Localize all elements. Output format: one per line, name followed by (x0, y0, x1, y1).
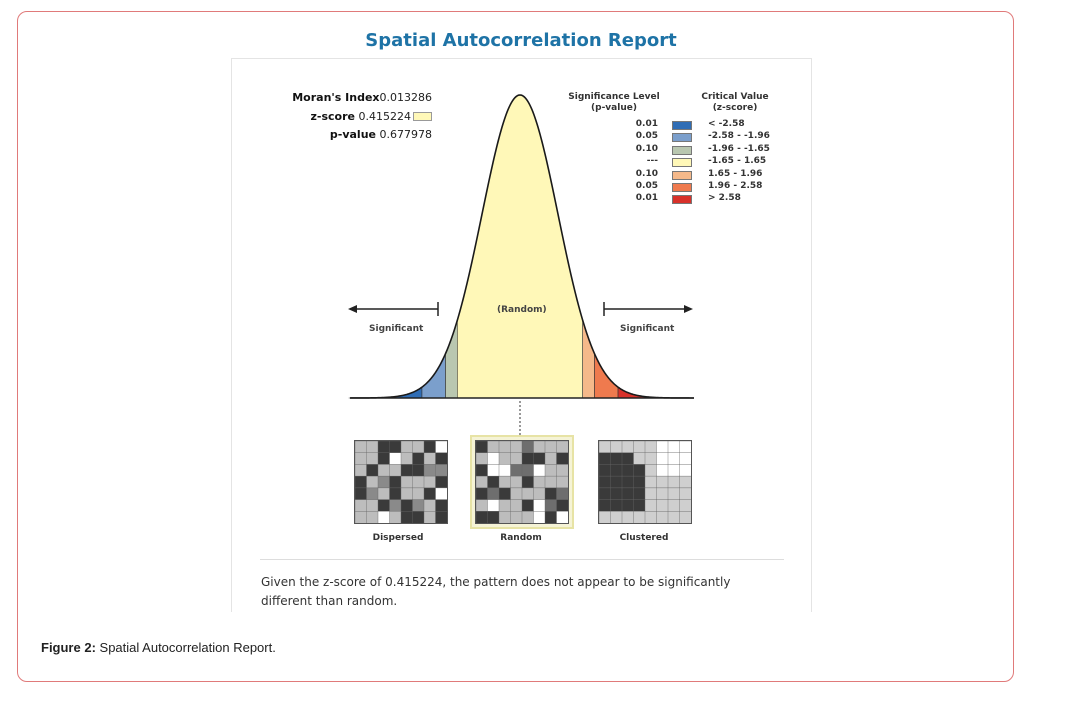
map-polygon (499, 500, 511, 512)
map-polygon (534, 476, 546, 488)
map-polygon (645, 500, 657, 512)
map-polygon (355, 441, 367, 453)
legend-p-value: 0.01 (635, 193, 658, 204)
curve-region (446, 320, 458, 398)
legend-z-range: -2.58 - -1.96 (708, 131, 770, 142)
map-polygon (401, 464, 413, 476)
map-polygon (488, 464, 500, 476)
map-polygon (390, 441, 402, 453)
map-polygon (611, 476, 623, 488)
map-polygon (476, 453, 488, 465)
map-polygon (511, 488, 523, 500)
map-polygon (657, 441, 669, 453)
map-polygon (611, 500, 623, 512)
map-polygon (611, 488, 623, 500)
map-polygon (622, 441, 634, 453)
map-polygon (378, 441, 390, 453)
map-polygon (599, 476, 611, 488)
map-polygon (534, 453, 546, 465)
map-polygon (522, 511, 534, 523)
map-polygon (668, 453, 680, 465)
map-polygon (534, 500, 546, 512)
map-polygon (657, 453, 669, 465)
map-polygon (424, 511, 436, 523)
map-polygon (401, 511, 413, 523)
clustered-label: Clustered (619, 533, 669, 543)
map-polygon (611, 511, 623, 523)
map-polygon (413, 511, 425, 523)
report-title: Spatial Autocorrelation Report (365, 30, 677, 51)
map-polygon (488, 511, 500, 523)
significant-right-label: Significant (620, 324, 675, 334)
map-polygon (476, 488, 488, 500)
map-polygon (367, 511, 379, 523)
map-polygon (367, 453, 379, 465)
map-polygon (499, 464, 511, 476)
map-polygon (413, 453, 425, 465)
map-polygon (511, 511, 523, 523)
map-polygon (511, 453, 523, 465)
significance-header: Significance Level (p-value) (568, 92, 660, 113)
legend-p-value: 0.10 (635, 143, 658, 154)
map-polygon (424, 453, 436, 465)
map-polygon (545, 488, 557, 500)
map-polygon (557, 500, 569, 512)
map-polygon (401, 441, 413, 453)
map-polygon (545, 453, 557, 465)
map-polygon (680, 488, 692, 500)
map-polygon (522, 476, 534, 488)
map-polygon (668, 441, 680, 453)
map-polygon (534, 511, 546, 523)
figure-caption (41, 640, 276, 655)
map-polygon (557, 441, 569, 453)
legend-z-range: > 2.58 (708, 193, 741, 204)
random-map (475, 440, 569, 524)
map-polygon (680, 476, 692, 488)
legend-swatch (672, 195, 692, 204)
map-polygon (634, 500, 646, 512)
map-polygon (436, 500, 448, 512)
map-polygon (413, 500, 425, 512)
map-polygon (557, 511, 569, 523)
z-score-swatch (413, 112, 432, 121)
map-polygon (378, 500, 390, 512)
map-polygon (424, 441, 436, 453)
legend-p-value: 0.05 (635, 181, 658, 191)
map-polygon (367, 500, 379, 512)
map-polygon (390, 464, 402, 476)
map-polygon (680, 511, 692, 523)
legend-swatch (672, 171, 692, 180)
legend-swatch (672, 146, 692, 155)
map-polygon (367, 488, 379, 500)
map-polygon (622, 488, 634, 500)
map-polygon (645, 476, 657, 488)
right-arrowhead (684, 305, 693, 313)
map-polygon (355, 464, 367, 476)
map-polygon (668, 476, 680, 488)
p-value-row: p-value 0.677978 (329, 128, 432, 141)
map-polygon (545, 511, 557, 523)
clustered-map (598, 440, 692, 524)
map-polygon (488, 488, 500, 500)
legend-swatch (672, 133, 692, 142)
legend-z-range: < -2.58 (708, 119, 745, 129)
map-polygon (545, 441, 557, 453)
curve-region (457, 95, 582, 398)
left-arrowhead (348, 305, 357, 313)
map-polygon (413, 476, 425, 488)
map-polygon (545, 500, 557, 512)
map-polygon (599, 500, 611, 512)
map-polygon (511, 441, 523, 453)
report-panel (231, 58, 812, 612)
caption-label: Figure 2: (41, 640, 96, 655)
map-polygon (634, 488, 646, 500)
map-polygon (545, 464, 557, 476)
map-polygon (522, 464, 534, 476)
legend-z-range: 1.65 - 1.96 (708, 168, 763, 179)
map-polygon (378, 453, 390, 465)
map-polygon (355, 500, 367, 512)
map-polygon (355, 476, 367, 488)
legend-z-range: -1.96 - -1.65 (708, 143, 770, 154)
map-polygon (511, 476, 523, 488)
map-polygon (476, 500, 488, 512)
map-polygon (634, 441, 646, 453)
map-polygon (534, 488, 546, 500)
map-polygon (413, 464, 425, 476)
map-polygon (390, 476, 402, 488)
legend-swatch (672, 183, 692, 192)
map-polygon (488, 441, 500, 453)
map-polygon (401, 476, 413, 488)
map-polygon (668, 464, 680, 476)
map-polygon (436, 476, 448, 488)
map-polygon (522, 500, 534, 512)
legend-swatch (672, 121, 692, 130)
morans-index-row: Moran's Index 0.013286 (292, 91, 432, 104)
map-polygon (634, 453, 646, 465)
map-polygon (680, 500, 692, 512)
map-polygon (499, 453, 511, 465)
map-polygon (634, 511, 646, 523)
map-polygon (499, 511, 511, 523)
random-label: (Random) (497, 305, 547, 315)
map-polygon (511, 500, 523, 512)
map-polygon (499, 441, 511, 453)
map-polygon (476, 441, 488, 453)
legend-z-range: 1.96 - 2.58 (708, 181, 763, 191)
map-polygon (557, 464, 569, 476)
map-polygon (534, 464, 546, 476)
map-polygon (522, 441, 534, 453)
map-polygon (499, 488, 511, 500)
map-polygon (668, 511, 680, 523)
map-polygon (622, 464, 634, 476)
map-polygon (511, 464, 523, 476)
map-polygon (680, 441, 692, 453)
map-polygon (657, 500, 669, 512)
map-polygon (367, 441, 379, 453)
map-polygon (645, 441, 657, 453)
map-polygon (680, 453, 692, 465)
map-polygon (522, 453, 534, 465)
map-polygon (657, 476, 669, 488)
map-polygon (657, 511, 669, 523)
map-polygon (557, 488, 569, 500)
map-polygon (367, 476, 379, 488)
map-polygon (390, 500, 402, 512)
map-polygon (657, 464, 669, 476)
map-polygon (634, 464, 646, 476)
map-polygon (390, 511, 402, 523)
legend-p-value: 0.05 (635, 131, 658, 142)
map-polygon (413, 488, 425, 500)
map-polygon (488, 453, 500, 465)
map-polygon (436, 511, 448, 523)
map-polygon (378, 464, 390, 476)
map-polygon (668, 500, 680, 512)
map-polygon (355, 453, 367, 465)
map-polygon (436, 488, 448, 500)
map-polygon (645, 511, 657, 523)
map-polygon (424, 464, 436, 476)
legend-p-value: 0.01 (635, 119, 658, 129)
critical-value-header: Critical Value (z-score) (701, 92, 769, 113)
map-polygon (599, 453, 611, 465)
random-map-label: Random (500, 533, 542, 543)
map-polygon (622, 500, 634, 512)
map-polygon (424, 476, 436, 488)
z-score-row: z-score 0.415224 (311, 110, 432, 123)
map-polygon (499, 476, 511, 488)
map-polygon (378, 511, 390, 523)
caption-text: Spatial Autocorrelation Report. (95, 640, 276, 655)
significant-left-label: Significant (369, 324, 424, 334)
map-polygon (378, 476, 390, 488)
map-polygon (401, 453, 413, 465)
map-polygon (557, 453, 569, 465)
curve-region (583, 320, 595, 398)
conclusion-text: Given the z-score of 0.415224, the pattern does not appear to be significantly different than random. (261, 575, 731, 608)
map-polygon (645, 488, 657, 500)
map-polygon (476, 476, 488, 488)
map-polygon (599, 511, 611, 523)
map-polygon (436, 464, 448, 476)
map-polygon (488, 500, 500, 512)
map-polygon (645, 453, 657, 465)
map-polygon (622, 511, 634, 523)
bell-curve-diagram (232, 59, 813, 613)
map-polygon (622, 476, 634, 488)
map-polygon (545, 476, 557, 488)
legend-p-value: 0.10 (635, 168, 658, 179)
legend-p-value: --- (646, 156, 658, 167)
map-polygon (390, 453, 402, 465)
map-polygon (390, 488, 402, 500)
dispersed-label: Dispersed (372, 533, 424, 543)
map-polygon (534, 441, 546, 453)
map-polygon (599, 441, 611, 453)
map-polygon (367, 464, 379, 476)
map-polygon (611, 464, 623, 476)
map-polygon (557, 476, 569, 488)
map-polygon (668, 488, 680, 500)
map-polygon (488, 476, 500, 488)
map-polygon (436, 453, 448, 465)
map-polygon (476, 464, 488, 476)
map-polygon (424, 500, 436, 512)
map-polygon (599, 488, 611, 500)
map-polygon (424, 488, 436, 500)
map-polygon (611, 453, 623, 465)
dispersed-map (354, 440, 448, 524)
map-polygon (680, 464, 692, 476)
divider (260, 559, 784, 560)
map-polygon (355, 511, 367, 523)
map-polygon (657, 488, 669, 500)
map-polygon (401, 500, 413, 512)
map-polygon (401, 488, 413, 500)
map-polygon (622, 453, 634, 465)
map-polygon (355, 488, 367, 500)
map-polygon (436, 441, 448, 453)
map-polygon (611, 441, 623, 453)
legend-swatch (672, 158, 692, 167)
map-polygon (378, 488, 390, 500)
map-polygon (599, 464, 611, 476)
map-polygon (522, 488, 534, 500)
map-polygon (645, 464, 657, 476)
map-polygon (476, 511, 488, 523)
map-polygon (634, 476, 646, 488)
map-polygon (413, 441, 425, 453)
legend-z-range: -1.65 - 1.65 (708, 156, 767, 167)
